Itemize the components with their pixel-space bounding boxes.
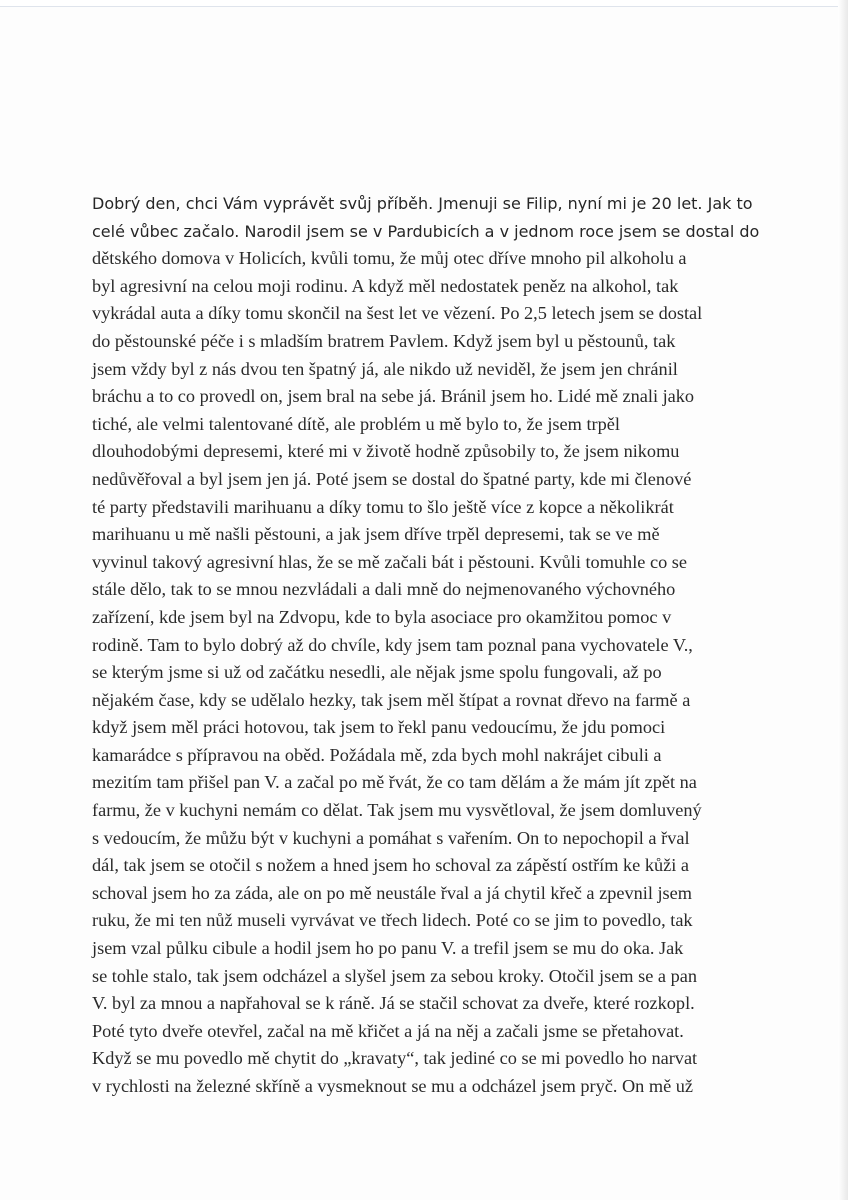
text-line: Dobrý den, chci Vám vyprávět svůj příběh. Jmenuji se Filip, nyní mi je 20 let. Jak to	[92, 194, 753, 213]
text-line: Poté tyto dveře otevřel, začal na mě křičet a já na něj a začali jsme se přetahovat.	[92, 1020, 684, 1041]
letter-text	[92, 190, 782, 1101]
text-line: jsem vzal půlku cibule a hodil jsem ho po panu V. a trefil jsem se mu do oka. Jak	[92, 938, 684, 959]
text-line: do pěstounské péče i s mladším bratrem Pavlem. Když jsem byl u pěstounů, tak	[92, 330, 676, 351]
text-line: jsem vždy byl z nás dvou ten špatný já, ale nikdo už neviděl, že jsem jen chránil	[92, 358, 678, 379]
text-line: tiché, ale velmi talentované dítě, ale problém u mě bylo to, že jsem trpěl	[92, 413, 620, 434]
text-line: bráchu a to co provedl on, jsem bral na sebe já. Bránil jsem ho. Lidé mě znali jako	[92, 386, 695, 407]
text-line: nějakém čase, kdy se udělalo hezky, tak jsem měl štípat a rovnat dřevo na farmě a	[92, 689, 691, 710]
text-line: marihuanu u mě našli pěstouni, a jak jsem dříve trpěl depresemi, tak se ve mě	[92, 524, 660, 545]
text-line: nedůvěřoval a byl jsem jen já. Poté jsem se dostal do špatné party, kde mi členové	[92, 468, 692, 489]
text-line: dětského domova v Holicích, kvůli tomu, že můj otec dříve mnoho pil alkoholu a	[92, 248, 687, 269]
scan-right-edge	[838, 0, 848, 1200]
scan-top-edge	[0, 0, 848, 7]
text-line: té party představili marihuanu a díky tomu to šlo ještě více z kopce a několikrát	[92, 496, 674, 517]
text-line: dál, tak jsem se otočil s nožem a hned jsem ho schoval za zápěstí ostřím ke kůži a	[92, 855, 690, 876]
text-line: rodině. Tam to bylo dobrý až do chvíle, kdy jsem tam poznal pana vychovatele V.,	[92, 634, 693, 655]
text-line: zařízení, kde jsem byl na Zdvopu, kde to byla asociace pro okamžitou pomoc v	[92, 606, 672, 627]
text-line: vyvinul takový agresivní hlas, že se mě začali bát i pěstouni. Kvůli tomuhle co se	[92, 551, 688, 572]
text-line: V. byl za mnou a napřahoval se k ráně. Já se stačil schovat za dveře, které rozkopl.	[92, 993, 695, 1014]
text-line: mezitím tam přišel pan V. a začal po mě řvát, že co tam dělám a že mám jít zpět na	[92, 772, 697, 793]
text-line: se kterým jsme si už od začátku nesedli, ale nějak jsme spolu fungovali, až po	[92, 662, 662, 683]
text-line: v rychlosti na železné skříně a vysmeknout se mu a odcházel jsem pryč. On mě už	[92, 1076, 694, 1096]
text-line: kamarádce s přípravou na oběd. Požádala mě, zda bych mohl nakrájet cibuli a	[92, 744, 662, 765]
text-line: když jsem měl práci hotovou, tak jsem to řekl panu vedoucímu, že jdu pomoci	[92, 717, 666, 738]
text-line: byl agresivní na celou moji rodinu. A když měl nedostatek peněz na alkohol, tak	[92, 275, 679, 296]
text-line: se tohle stalo, tak jsem odcházel a slyšel jsem za sebou kroky. Otočil jsem se a pan	[92, 965, 697, 986]
text-line: ruku, že mi ten nůž museli vyrvávat ve třech lidech. Poté co se jim to povedlo, tak	[92, 910, 693, 931]
text-line: stále dělo, tak to se mnou nezvládali a dali mně do nejmenovaného výchovného	[92, 579, 676, 600]
text-line: Když se mu povedlo mě chytit do „kravaty“, tak jediné co se mi povedlo ho narvat	[92, 1048, 698, 1069]
text-line: dlouhodobými depresemi, které mi v životě hodně způsobily to, že jsem nikomu	[92, 441, 680, 462]
text-line: celé vůbec začalo. Narodil jsem se v Pardubicích a v jednom roce jsem se dostal do	[92, 221, 760, 241]
text-line: schoval jsem ho za záda, ale on po mě neustále řval a já chytil křeč a zpevnil jsem	[92, 882, 692, 903]
text-line: farmu, že v kuchyni nemám co dělat. Tak jsem mu vysvětloval, že jsem domluvený	[92, 800, 702, 821]
text-line: vykrádal auta a díky tomu skončil na šest let ve vězení. Po 2,5 letech jsem se dostal	[92, 303, 703, 324]
text-line: s vedoucím, že můžu být v kuchyni a pomáhat s vařením. On to nepochopil a řval	[92, 827, 690, 848]
